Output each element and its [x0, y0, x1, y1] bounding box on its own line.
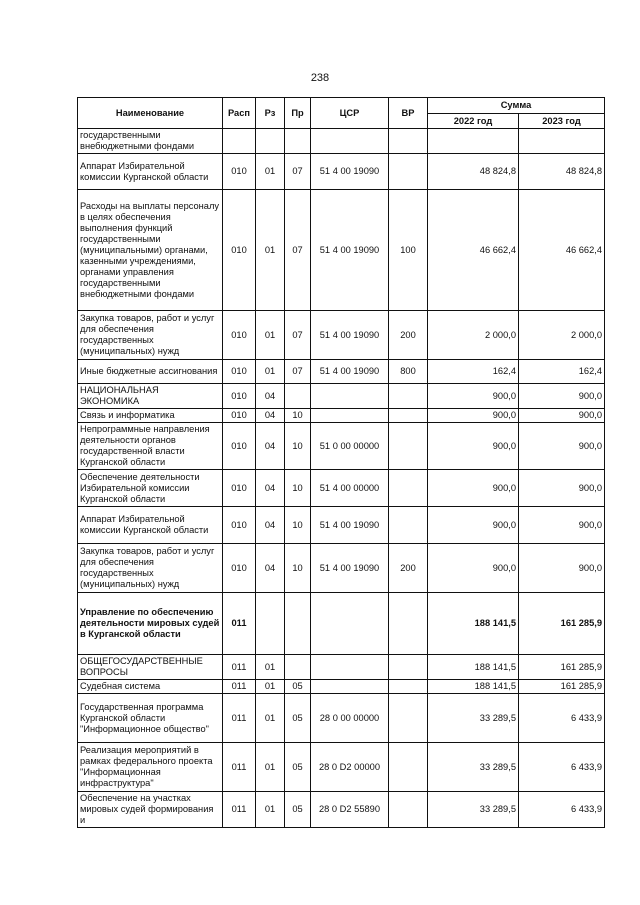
table-row — [78, 593, 605, 655]
cell-pr: 10 — [285, 544, 311, 593]
table-row — [78, 409, 605, 423]
table-row — [78, 655, 605, 680]
header-csr: ЦСР — [311, 98, 389, 129]
cell-vr — [389, 680, 428, 694]
cell-vr — [389, 409, 428, 423]
cell-csr: 51 4 00 19090 — [311, 311, 389, 360]
cell-rasp: 010 — [223, 360, 256, 384]
cell-rasp: 010 — [223, 311, 256, 360]
cell-rz: 04 — [256, 423, 285, 470]
cell-2022: 46 662,4 — [428, 190, 519, 311]
cell-csr: 51 4 00 19090 — [311, 154, 389, 190]
cell-rz: 01 — [256, 154, 285, 190]
cell-csr: 28 0 D2 55890 — [311, 792, 389, 828]
cell-csr — [311, 593, 389, 655]
cell-rz: 01 — [256, 190, 285, 311]
cell-pr: 05 — [285, 680, 311, 694]
cell-2022: 900,0 — [428, 384, 519, 409]
cell-name: Государственная программа Курганской области "Информационное общество" — [78, 694, 223, 743]
cell-rasp — [223, 129, 256, 154]
cell-rz: 01 — [256, 792, 285, 828]
cell-name: Связь и информатика — [78, 409, 223, 423]
cell-name: Аппарат Избирательной комиссии Курганской области — [78, 507, 223, 544]
cell-rz: 01 — [256, 311, 285, 360]
cell-vr: 200 — [389, 311, 428, 360]
table-row — [78, 360, 605, 384]
cell-vr — [389, 129, 428, 154]
cell-2022: 33 289,5 — [428, 743, 519, 792]
cell-name: ОБЩЕГОСУДАРСТВЕННЫЕ ВОПРОСЫ — [78, 655, 223, 680]
cell-rasp: 010 — [223, 384, 256, 409]
cell-rz — [256, 129, 285, 154]
cell-2022: 900,0 — [428, 544, 519, 593]
cell-2023: 900,0 — [519, 507, 605, 544]
cell-rz: 04 — [256, 409, 285, 423]
cell-pr: 07 — [285, 360, 311, 384]
cell-pr: 10 — [285, 409, 311, 423]
cell-2023: 900,0 — [519, 409, 605, 423]
cell-2023: 48 824,8 — [519, 154, 605, 190]
cell-rasp: 011 — [223, 593, 256, 655]
cell-csr: 51 4 00 19090 — [311, 360, 389, 384]
cell-rz: 01 — [256, 694, 285, 743]
cell-rz — [256, 593, 285, 655]
cell-csr — [311, 409, 389, 423]
cell-2023: 6 433,9 — [519, 743, 605, 792]
cell-2022: 188 141,5 — [428, 680, 519, 694]
cell-csr — [311, 655, 389, 680]
cell-name: Закупка товаров, работ и услуг для обеспечения государственных (муниципальных) нужд — [78, 544, 223, 593]
table-row — [78, 190, 605, 311]
cell-2022: 900,0 — [428, 470, 519, 507]
cell-csr — [311, 129, 389, 154]
cell-rz: 04 — [256, 384, 285, 409]
cell-csr: 51 0 00 00000 — [311, 423, 389, 470]
cell-vr — [389, 694, 428, 743]
table-row — [78, 384, 605, 409]
cell-rz: 01 — [256, 743, 285, 792]
cell-2023: 2 000,0 — [519, 311, 605, 360]
cell-2023: 900,0 — [519, 470, 605, 507]
table-row — [78, 423, 605, 470]
header-rz: Рз — [256, 98, 285, 129]
cell-vr — [389, 423, 428, 470]
cell-2023: 46 662,4 — [519, 190, 605, 311]
cell-2023: 900,0 — [519, 384, 605, 409]
cell-name: Расходы на выплаты персоналу в целях обеспечения выполнения функций государственными (муниципальными) органами, казенными учреждениями, органами управления государственными внебюджетными фондами — [78, 190, 223, 311]
cell-2022: 2 000,0 — [428, 311, 519, 360]
cell-vr — [389, 792, 428, 828]
table-row — [78, 680, 605, 694]
cell-name: Непрограммные направления деятельности органов государственной власти Курганской области — [78, 423, 223, 470]
cell-rz: 01 — [256, 655, 285, 680]
cell-2022: 33 289,5 — [428, 694, 519, 743]
cell-vr — [389, 743, 428, 792]
cell-2023 — [519, 129, 605, 154]
cell-vr — [389, 593, 428, 655]
cell-name: Реализация мероприятий в рамках федерального проекта "Информационная инфраструктура" — [78, 743, 223, 792]
cell-csr: 51 4 00 19090 — [311, 544, 389, 593]
cell-rasp: 010 — [223, 470, 256, 507]
cell-name: Управление по обеспечению деятельности мировых судей в Курганской области — [78, 593, 223, 655]
cell-vr — [389, 507, 428, 544]
cell-2022: 900,0 — [428, 423, 519, 470]
cell-rasp: 010 — [223, 154, 256, 190]
cell-vr: 800 — [389, 360, 428, 384]
cell-2023: 161 285,9 — [519, 655, 605, 680]
cell-csr: 28 0 00 00000 — [311, 694, 389, 743]
cell-2022: 900,0 — [428, 507, 519, 544]
cell-name: Судебная система — [78, 680, 223, 694]
cell-vr — [389, 470, 428, 507]
cell-name: НАЦИОНАЛЬНАЯ ЭКОНОМИКА — [78, 384, 223, 409]
cell-name: Аппарат Избирательной комиссии Курганской области — [78, 154, 223, 190]
cell-pr: 10 — [285, 507, 311, 544]
cell-csr: 51 4 00 00000 — [311, 470, 389, 507]
cell-pr: 05 — [285, 743, 311, 792]
header-rasp: Расп — [223, 98, 256, 129]
cell-rasp: 011 — [223, 694, 256, 743]
cell-pr: 05 — [285, 694, 311, 743]
cell-rz: 04 — [256, 507, 285, 544]
table-row — [78, 694, 605, 743]
table-row — [78, 129, 605, 154]
cell-vr: 100 — [389, 190, 428, 311]
cell-2023: 6 433,9 — [519, 694, 605, 743]
cell-pr: 10 — [285, 470, 311, 507]
cell-rasp: 011 — [223, 792, 256, 828]
table-row — [78, 544, 605, 593]
cell-vr — [389, 384, 428, 409]
cell-name: государственными внебюджетными фондами — [78, 129, 223, 154]
cell-pr — [285, 129, 311, 154]
cell-name: Обеспечение деятельности Избирательной комиссии Курганской области — [78, 470, 223, 507]
header-year-2023: 2023 год — [519, 114, 605, 129]
cell-2022: 188 141,5 — [428, 655, 519, 680]
cell-2022: 48 824,8 — [428, 154, 519, 190]
cell-2023: 161 285,9 — [519, 593, 605, 655]
table-row — [78, 792, 605, 828]
table-row — [78, 311, 605, 360]
cell-rasp: 010 — [223, 507, 256, 544]
cell-csr: 28 0 D2 00000 — [311, 743, 389, 792]
table-row — [78, 743, 605, 792]
table-row — [78, 470, 605, 507]
cell-csr — [311, 384, 389, 409]
cell-csr: 51 4 00 19090 — [311, 507, 389, 544]
page-number: 238 — [310, 72, 330, 84]
cell-pr — [285, 384, 311, 409]
cell-rz: 01 — [256, 680, 285, 694]
cell-pr: 05 — [285, 792, 311, 828]
cell-name: Иные бюджетные ассигнования — [78, 360, 223, 384]
cell-2023: 900,0 — [519, 544, 605, 593]
cell-csr: 51 4 00 19090 — [311, 190, 389, 311]
cell-vr — [389, 655, 428, 680]
cell-rasp: 010 — [223, 409, 256, 423]
cell-pr: 10 — [285, 423, 311, 470]
cell-rasp: 011 — [223, 743, 256, 792]
cell-2022: 188 141,5 — [428, 593, 519, 655]
cell-rasp: 011 — [223, 655, 256, 680]
cell-pr — [285, 593, 311, 655]
cell-rz: 04 — [256, 544, 285, 593]
cell-name: Закупка товаров, работ и услуг для обеспечения государственных (муниципальных) нужд — [78, 311, 223, 360]
cell-2022: 33 289,5 — [428, 792, 519, 828]
cell-pr: 07 — [285, 154, 311, 190]
cell-2022 — [428, 129, 519, 154]
table-row — [78, 507, 605, 544]
cell-rasp: 011 — [223, 680, 256, 694]
cell-2023: 161 285,9 — [519, 680, 605, 694]
cell-rz: 04 — [256, 470, 285, 507]
cell-rasp: 010 — [223, 423, 256, 470]
cell-name: Обеспечение на участках мировых судей формирования и — [78, 792, 223, 828]
cell-vr: 200 — [389, 544, 428, 593]
cell-pr: 07 — [285, 190, 311, 311]
cell-2023: 6 433,9 — [519, 792, 605, 828]
table-row — [78, 154, 605, 190]
cell-pr: 07 — [285, 311, 311, 360]
cell-2022: 900,0 — [428, 409, 519, 423]
header-name: Наименование — [78, 98, 223, 129]
header-year-2022: 2022 год — [428, 114, 519, 129]
cell-rz: 01 — [256, 360, 285, 384]
table-body — [78, 129, 605, 828]
header-sum: Сумма — [428, 98, 605, 114]
header-pr: Пр — [285, 98, 311, 129]
header-vr: ВР — [389, 98, 428, 129]
budget-table — [77, 97, 605, 828]
cell-2023: 900,0 — [519, 423, 605, 470]
cell-csr — [311, 680, 389, 694]
cell-rasp: 010 — [223, 544, 256, 593]
cell-vr — [389, 154, 428, 190]
cell-rasp: 010 — [223, 190, 256, 311]
cell-pr — [285, 655, 311, 680]
cell-2023: 162,4 — [519, 360, 605, 384]
cell-2022: 162,4 — [428, 360, 519, 384]
